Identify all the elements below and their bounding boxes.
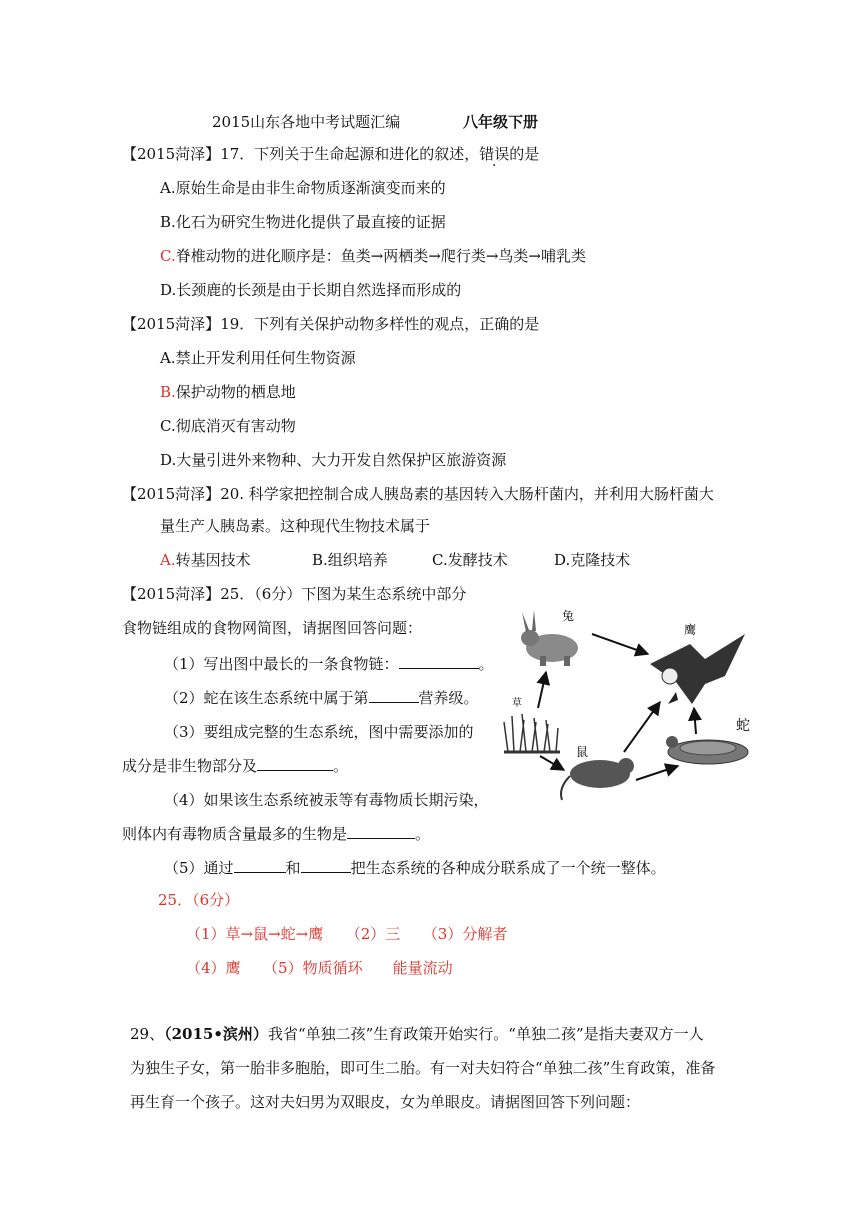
q17-option-a: A.原始生命是由非生命物质逐渐演变而来的	[160, 179, 446, 197]
q25-part5-text: （5）通过	[164, 859, 234, 877]
q19-stem-text: 19．下列有关保护动物多样性的观点，正确的是	[220, 315, 540, 333]
q25-part2-end: 营养级。	[418, 689, 479, 707]
q25-part2-text: （2）蛇在该生态系统中属于第	[164, 689, 369, 707]
q29-line2: 为独生子女，第一胎非多胞胎，即可生二胎。有一对夫妇符合“单独二孩”生育政策，准备	[130, 1059, 716, 1077]
arrow-grass-rabbit	[538, 672, 546, 708]
mouse-image	[561, 758, 634, 800]
q17-option-c-text: 脊椎动物的进化顺序是：鱼类→两栖类→爬行类→鸟类→哺乳类	[175, 247, 586, 265]
q25-part4-line1: （4）如果该生态系统被汞等有毒物质长期污染，	[164, 791, 489, 809]
answer25-line2: （4）鹰 （5）物质循环 能量流动	[186, 959, 453, 977]
q29-line1-text: 我省“单独二孩”生育政策开始实行。“单独二孩”是指夫妻双方一人	[267, 1025, 704, 1043]
q25-part5-and: 和	[285, 859, 301, 877]
q25-part1	[164, 654, 494, 674]
q25-part4-line2	[122, 824, 430, 844]
q25-part1-end: 。	[478, 655, 494, 673]
q25-blank-4[interactable]	[347, 824, 415, 839]
q25-stem-text: 25．（6分）下图为某生态系统中部分	[220, 585, 467, 603]
q17-stem	[122, 144, 539, 164]
q17-option-d: D.长颈鹿的长颈是由于长期自然选择而形成的	[160, 281, 462, 299]
q19-stem	[122, 314, 539, 334]
q20-stem-line2: 量生产人胰岛素。这种现代生物技术属于	[160, 517, 431, 535]
q25-part5-end: 把生态系统的各种成分联系成了一个统一整体。	[350, 859, 666, 877]
q25-blank-3[interactable]	[257, 756, 333, 771]
q25-part1-text: （1）写出图中最长的一条食物链：	[164, 655, 399, 673]
q25-blank-6[interactable]	[301, 858, 351, 873]
q20-option-b: B.组织培养	[312, 551, 388, 569]
arrow-snake-eagle	[694, 708, 696, 734]
q20-stem-line1	[122, 484, 714, 504]
q25-source: 【2015菏泽】	[122, 585, 221, 603]
label-grass: 草	[512, 698, 522, 709]
q25-part3-line1: （3）要组成完整的生态系统，图中需要添加的	[164, 723, 474, 741]
q20-answer-letter: A.	[160, 551, 176, 569]
q20-option-d: D.克隆技术	[554, 551, 631, 569]
q19-option-a: A.禁止开发利用任何生物资源	[160, 349, 356, 367]
q19-answer-letter: B.	[160, 383, 176, 401]
q19-option-b	[160, 382, 296, 402]
q25-blank-2[interactable]	[369, 688, 419, 703]
q25-stem-line2: 食物链组成的食物网简图，请据图回答问题：	[122, 619, 423, 637]
food-web-figure	[500, 604, 760, 804]
q25-blank-5[interactable]	[234, 858, 286, 873]
grade-label: 八年级下册	[462, 113, 538, 131]
eagle-image	[650, 634, 745, 704]
doc-title: 2015山东各地中考试题汇编	[212, 113, 401, 131]
q19-source: 【2015菏泽】	[122, 315, 221, 333]
q29-line1	[130, 1024, 704, 1044]
answer25-line1: （1）草→鼠→蛇→鹰 （2）三 （3）分解者	[186, 925, 508, 943]
arrow-rabbit-eagle	[592, 634, 648, 654]
arrow-mouse-snake	[636, 766, 678, 780]
q17-stem-end: 的是	[509, 145, 540, 163]
arrow-grass-mouse	[540, 756, 564, 770]
q17-option-b: B.化石为研究生物进化提供了最直接的证据	[160, 213, 446, 231]
q25-part4-end: 。	[415, 825, 431, 843]
q25-blank-1[interactable]	[399, 654, 479, 669]
q19-option-b-text: 保护动物的栖息地	[175, 383, 296, 401]
q29-number: 29、	[130, 1025, 165, 1043]
q17-stem-text: 17．下列关于生命起源和进化的叙述，	[220, 145, 480, 163]
q17-option-c	[160, 246, 586, 266]
q25-part2	[164, 688, 479, 708]
answer25-title: 25．（6分）	[158, 891, 240, 909]
q25-part4-text: 则体内有毒物质含量最多的生物是	[122, 825, 348, 843]
q20-source: 【2015菏泽】	[122, 485, 221, 503]
q25-part3-line2	[122, 756, 348, 776]
arrow-mouse-eagle	[624, 702, 660, 752]
q17-emphasis: 错误	[479, 145, 510, 163]
q20-option-a	[160, 550, 251, 570]
grass-image	[504, 714, 560, 752]
q25-part5	[164, 858, 666, 878]
doc-header	[212, 112, 538, 132]
q25-part3-text: 成分是非生物部分及	[122, 757, 258, 775]
label-snake: 蛇	[736, 718, 750, 734]
q20-stem-text: 20. 科学家把控制合成人胰岛素的基因转入大肠杆菌内，并利用大肠杆菌大	[220, 485, 714, 503]
q25-part3-end: 。	[333, 757, 349, 775]
q29-line3: 再生育一个孩子。这对夫妇男为双眼皮，女为单眼皮。请据图回答下列问题：	[130, 1093, 641, 1111]
food-web-svg	[500, 604, 760, 804]
q19-option-d: D.大量引进外来物种、大力开发自然保护区旅游资源	[160, 451, 507, 469]
label-rabbit: 兔	[562, 609, 575, 623]
q25-stem-line1	[122, 584, 466, 604]
q20-option-a-text: 转基因技术	[175, 551, 251, 569]
q19-option-c: C.彻底消灭有害动物	[160, 417, 296, 435]
label-eagle: 鹰	[684, 623, 697, 637]
q20-option-c: C.发酵技术	[432, 551, 508, 569]
snake-image	[666, 736, 748, 764]
q17-answer-letter: C.	[160, 247, 176, 265]
q29-source: （2015•滨州）	[164, 1025, 268, 1043]
q17-source: 【2015菏泽】	[122, 145, 221, 163]
label-mouse: 鼠	[576, 745, 589, 759]
